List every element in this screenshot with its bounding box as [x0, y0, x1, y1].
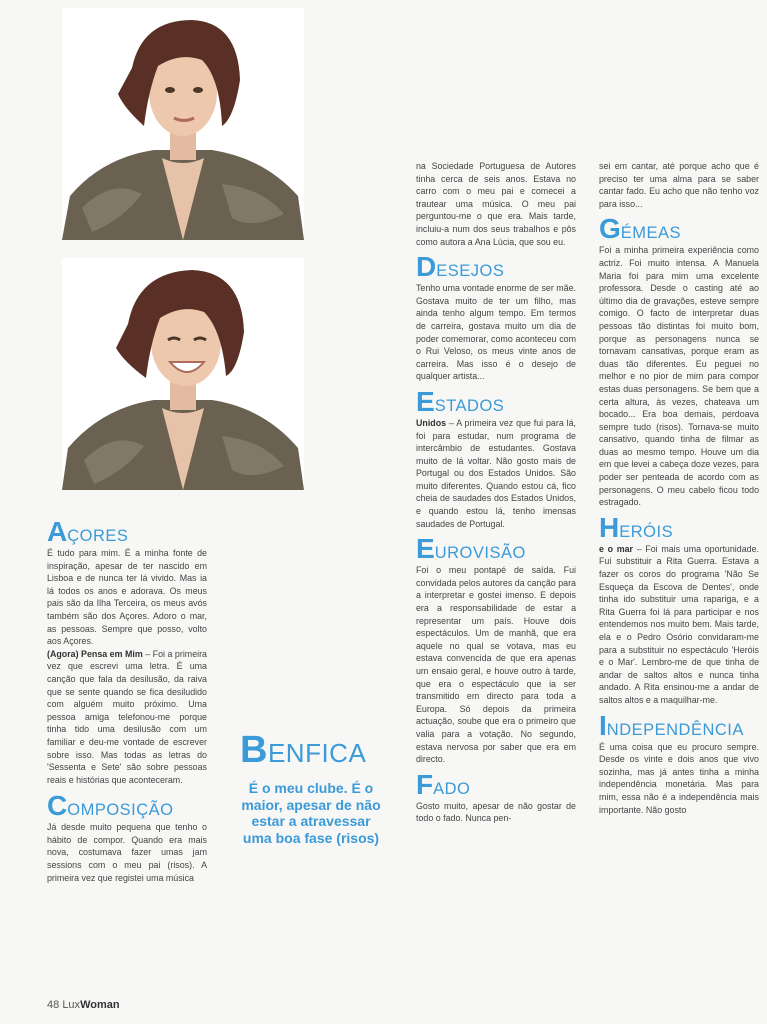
- heading-desejos: DESEJOS: [416, 251, 505, 283]
- composicao-paragraph: Já desde muito pequena que tenho o hábito de compor. Quando era mais nova, costumava fazer umas jam sessions com o meu pai (risos). A primeira vez que registei uma música: [47, 822, 207, 883]
- acores-paragraph-2: (Agora) Pensa em Mim – Foi a primeira vez que escrevi uma letra. É uma canção que fala da desilusão, da raiva que se sente quando se fica desiludido com alguém muito próximo. Uma pessoa amiga telefonou-me porque tinha tido uma desilusão com um familiar e deu-me vontade de escrever sobre isso. Mas todas as letras do 'Sessenta e Sete' são sobre pessoas reais e histórias que aconteceram.: [47, 648, 207, 785]
- heading-independencia: INDEPENDÊNCIA: [599, 709, 744, 741]
- heading-composicao: COMPOSIÇÃO: [47, 790, 174, 822]
- portrait-photo-smiling: [62, 258, 304, 490]
- heading-gemeas: GÉMEAS: [599, 213, 682, 245]
- magazine-name: LuxWoman: [62, 999, 120, 1011]
- col4-intro: sei em cantar, até porque acho que é preciso ter uma alma para se saber cantar fado. Eu acho que não tenho voz para isso...: [599, 161, 759, 209]
- gemeas-paragraph: Foi a minha primeira experiência como actriz. Foi muito intensa. A Manuela Maria foi para mim uma excelente professora. Desde o casting até ao último dia de gravações, esteve sempre comigo. O facto de interpretar duas pessoas tão distintas foi muito bom, porque as personagens nunca se tornavam cansativas, porque eram as duas tão diferentes. Eu peguei no melhor e no pior de mim para compor estas duas personagens. Se bem que a certa altura, às vezes, chateava um bocado... Era boa demais, perdoava sempre tudo (risos). Tornava-se muito cansativo, quando tinha de filmar as duas ao mesmo tempo. Houve um dia em que levei a cabeça doze vezes, para poder ser penteada de acordo com as personagens. O meu cabelo ficou todo estragado.: [599, 245, 759, 508]
- column-4: [599, 160, 759, 816]
- desejos-paragraph: Tenho uma vontade enorme de ser mãe. Gostava muito de ter um filho, mas ainda tenho algum tempo. Em termos de carreira, gostava muito um dia de poder comemorar, como aconteceu com o Rui Veloso, os meus vinte anos de carreira. Mas isso é o desejo de qualquer artista...: [416, 283, 576, 382]
- acores-paragraph-1: É tudo para mim. É a minha fonte de inspiração, apesar de ter nascido em Lisboa e de nunca ter lá vivido. Mas ia lá todos os anos e adorava. Os meus pais são da Ilha Terceira, os meus avós também são dos Açores. Adoro o mar, as pessoas. Sempre que posso, volto aos Açores.: [47, 548, 207, 647]
- herois-paragraph: e o mar – Foi mais uma oportunidade. Fui substituir a Rita Guerra. Estava a fazer os coros do programa 'Não Se Esqueça da Escova de Dentes', onde tinha ido substituir uma rapariga, e a Rita Guerra foi lá para participar e nos entendemos nos muito bem. Mais tarde, ela e o Pedro Osório convidaram-me para a substituir no espectáculo 'Heróis e o Mar'. Lembro-me de que tinha de andar de saltos altos e nunca tinha andado. A Rita ensinou-me a andar de saltos altos e a maquilhar-me.: [599, 543, 759, 705]
- song-title: (Agora) Pensa em Mim: [47, 648, 143, 659]
- heading-eurovisao: EUROVISÃO: [416, 533, 526, 565]
- page-footer: [47, 999, 120, 1011]
- column-3: [416, 160, 576, 825]
- benfica-quote: É o meu clube. É o maior, apesar de não estar a atravessar uma boa fase (risos): [241, 780, 381, 846]
- heading-benfica: BENFICA: [240, 729, 367, 771]
- independencia-paragraph: É uma coisa que eu procuro sempre. Desde os vinte e dois anos que vivo sozinha, mas já antes tinha a minha independência monetária. Mas para mim, essa não é a independência mais importante. Não gosto: [599, 741, 759, 815]
- heading-herois: HERÓIS: [599, 511, 674, 543]
- portrait-photo-serious: [62, 8, 304, 240]
- portrait-illustration: [62, 258, 304, 490]
- page-number: 48: [47, 999, 60, 1011]
- eurovisao-paragraph: Foi o meu pontapé de saída. Fui convidada pelos autores da canção para a interpretar e gostei imenso. E depois era a responsabilidade de estar a representar um país. Houve dois espectáculos. Um de manhã, que era aquele no qual se votava, mas eu estava convencida de que era apenas um ensaio geral, e houve outro à tarde, que era o espectáculo que ia ser transmitido em directo para toda a Europa. Só depois da primeira actuação, soube que era o primeiro que valia para a votação. No segundo, estava nervosa por saber que era em directo.: [416, 565, 576, 765]
- estados-paragraph: Unidos – A primeira vez que fui para lá, foi para estudar, num programa de intercâmbio de estudantes. Gostava muito de lá voltar. Não gosto mais de Portugal ou dos Estados Unidos. São muito diferentes. Quando estou cá, fico cheia de saudades dos Estados Unidos, e quando estou lá, tenho imensas saudades de Portugal.: [416, 417, 576, 529]
- col3-intro: na Sociedade Portuguesa de Autores tinha cerca de seis anos. Estava no carro com o meu pai e comecei a trautear uma música. O meu pai perguntou-me o que era. Mais tarde, incluiu-a num dos seus trabalhos e pôs como autora a Ana Lúcia, que sou eu.: [416, 161, 576, 247]
- heading-estados: ESTADOS: [416, 385, 505, 417]
- heading-fado: FADO: [416, 768, 471, 800]
- heading-acores: AÇORES: [47, 516, 129, 547]
- fado-paragraph: Gosto muito, apesar de não gostar de todo o fado. Nunca pen-: [416, 800, 576, 824]
- portrait-illustration: [62, 8, 304, 240]
- column-1: [47, 516, 207, 884]
